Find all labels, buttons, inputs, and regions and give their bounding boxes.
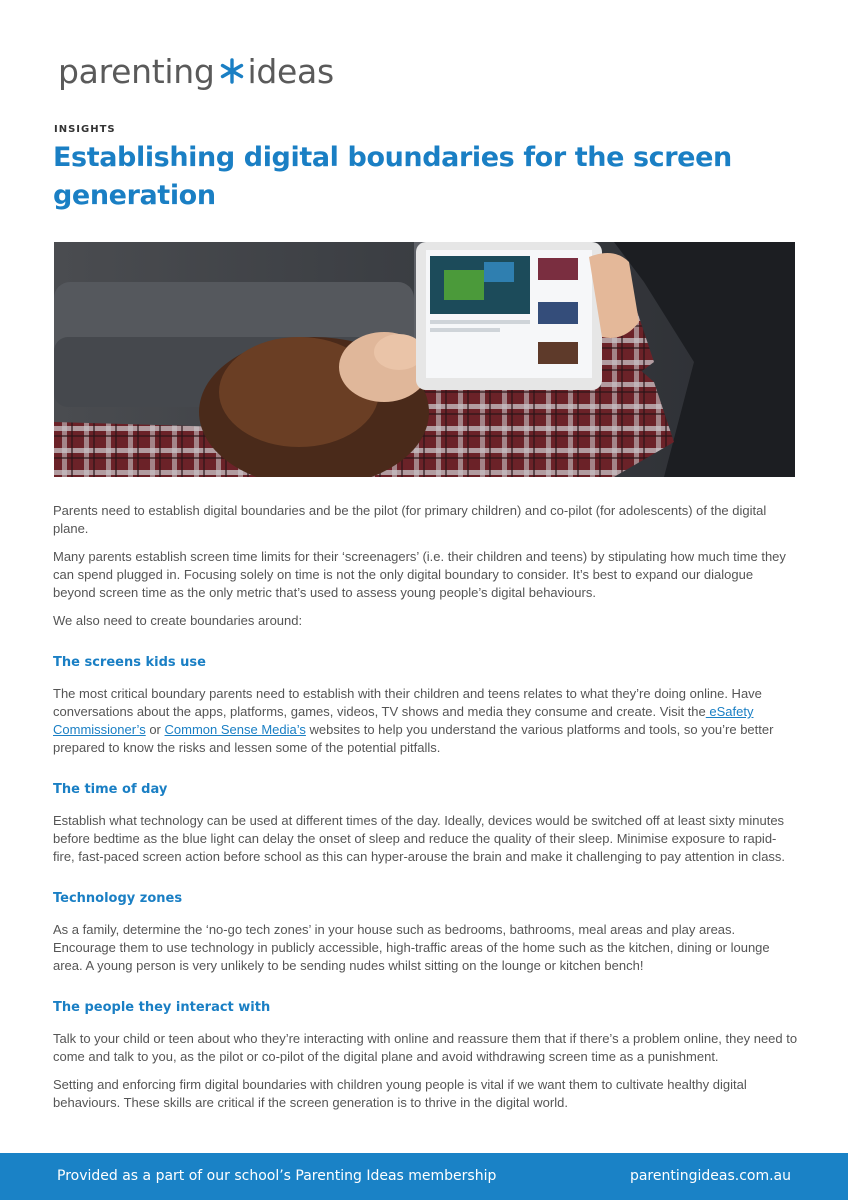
footer-bar [0, 1153, 848, 1200]
intro-paragraph: We also need to create boundaries around: [53, 613, 303, 628]
screens-text-middle: or [145, 722, 165, 737]
intro-paragraph: Many parents establish screen time limits for their ‘screenagers’ (i.e. their children and teens) by stipulating how much time they can spend plugged in. Focusing solely on time is not the only digital boundary to consider. It’s best to expand our dialogue beyond screen time as the only metric that’s used to assess young people’s digital behaviours. [53, 549, 786, 600]
article-title: Establishing digital boundaries for the screen generation [53, 142, 732, 211]
footer-membership-text: Provided as a part of our school’s Parenting Ideas membership [57, 1168, 497, 1184]
section-heading-people: The people they interact with [53, 1000, 271, 1015]
section-heading-time: The time of day [53, 782, 168, 797]
asterisk-star-icon [219, 58, 245, 84]
brand-logo[interactable] [58, 50, 334, 92]
boy-with-tablet-photo-icon [54, 242, 795, 477]
section-paragraph-time: Establish what technology can be used at different times of the day. Ideally, devices would be switched off at least sixty minutes before bedtime as the blue light can delay the onset of sleep and reduce the quality of their sleep. Minimise exposure to rapid-fire, fast-paced screen action before school as this can hyper-arouse the brain and make it challenging to pay attention in class. [53, 813, 786, 864]
screens-text-before: The most critical boundary parents need to establish with their children and teens relates to what they’re doing online. Have conversations about the apps, platforms, games, videos, TV shows and media they consume and create. Visit the [53, 686, 762, 719]
section-paragraph-zones: As a family, determine the ‘no-go tech zones’ in your house such as bedrooms, bathrooms, meal areas and play areas. Encourage them to use technology in publicly accessible, high-traffic areas of the home such as the kitchen, dining or lounge area. A young person is very unlikely to be sending nudes whilst sitting on the lounge or kitchen bench! [53, 922, 770, 973]
section-heading-screens: The screens kids use [53, 655, 206, 670]
logo-text-ideas: ideas [247, 51, 334, 91]
intro-paragraph: Parents need to establish digital boundaries and be the pilot (for primary children) and co-pilot (for adolescents) of the digital plane. [53, 503, 767, 536]
section-paragraph-people: Talk to your child or teen about who they’re interacting with online and reassure them that if there’s a problem online, they need to come and talk to you, as the pilot or co-pilot of the digital plane and avoid withdrawing screen time as a punishment. [53, 1031, 798, 1064]
esafety-link[interactable]: eSafety Commissioner’s [53, 704, 754, 737]
article-body [53, 502, 798, 1122]
category-label: INSIGHTS [54, 124, 116, 135]
section-paragraph-screens [53, 685, 798, 757]
logo-text-parenting: parenting [58, 51, 215, 91]
closing-paragraph: Setting and enforcing firm digital boundaries with children young people is vital if we want them to cultivate healthy digital behaviours. These skills are critical if the screen generation is to thrive in the digital world. [53, 1077, 747, 1110]
section-heading-zones: Technology zones [53, 891, 183, 906]
hero-image [54, 242, 795, 477]
screens-text-after: websites to help you understand the various platforms and tools, so you’re better prepared to know the risks and lessen some of the potential pitfalls. [53, 722, 774, 755]
footer-website-link[interactable]: parentingideas.com.au [629, 1168, 791, 1184]
common-sense-media-link[interactable]: Common Sense Media’s [164, 722, 306, 737]
